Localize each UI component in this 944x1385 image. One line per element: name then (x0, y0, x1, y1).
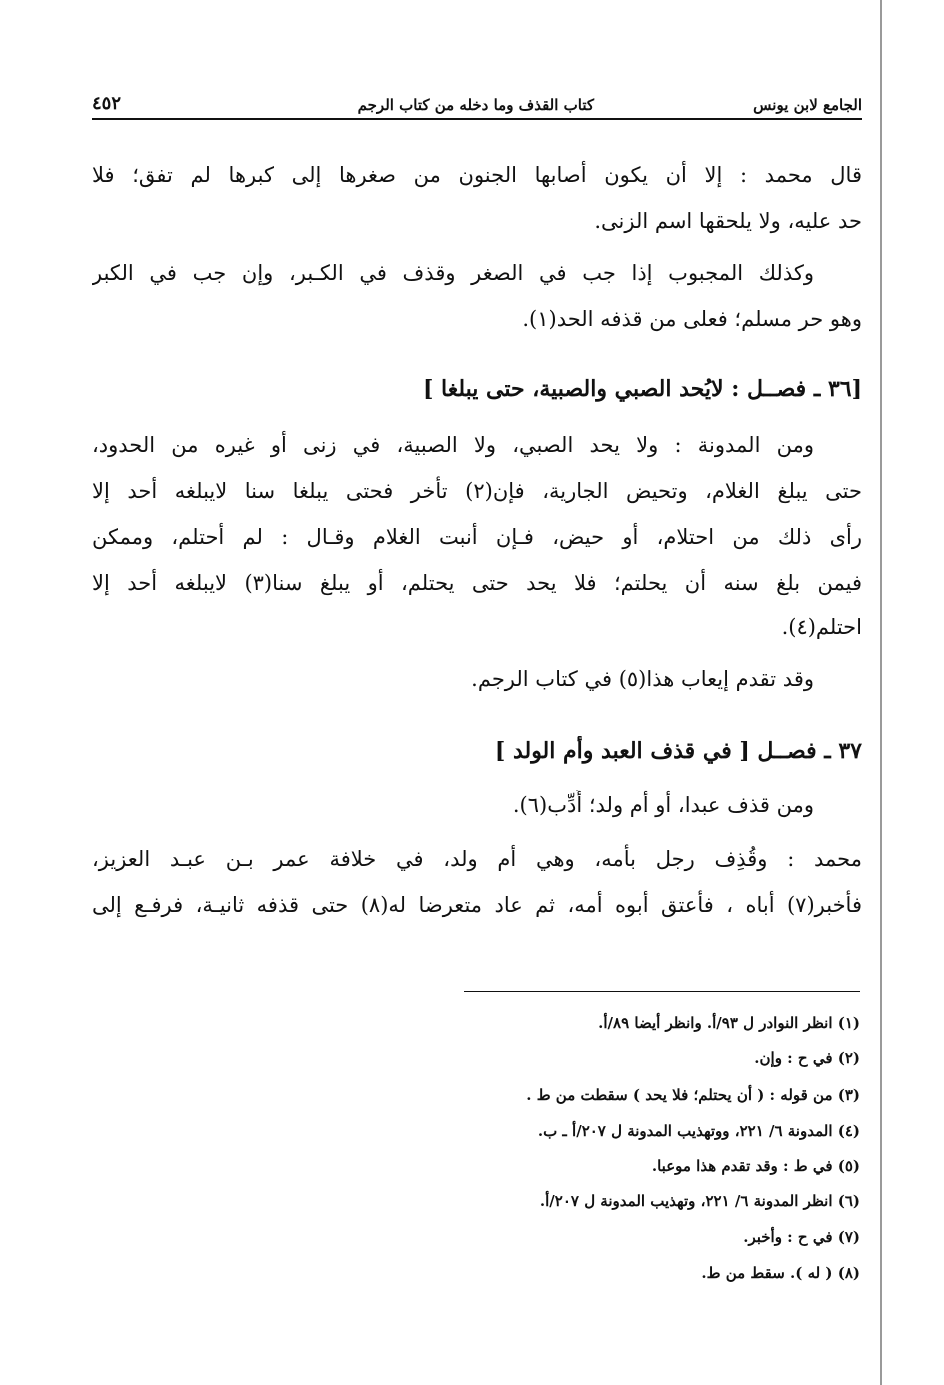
text-line: ومن المدونة : ولا يحد الصبي، ولا الصبية، في زنى أو غيره من الحدود، (92, 433, 814, 457)
header-book-title: الجامع لابن يونس (753, 96, 862, 114)
footnote-8: (٨) ( له ). سقط من ط. (701, 1264, 860, 1282)
text-line: وقد تقدم إيعاب هذا(٥) في كتاب الرجم. (471, 667, 814, 691)
text-line: قال محمد : إلا أن يكون أصابها الجنون من صغرها إلى كبرها لم تفق؛ فلا (92, 163, 862, 187)
page-number: ٤٥٢ (92, 93, 122, 114)
footnote-7: (٧) في ح : وأخبر. (743, 1228, 860, 1246)
text-line: وكذلك المجبوب إذا جب في الصغر وقذف في الكـبر، وإن جب في الكبر (92, 261, 814, 285)
footnote-5: (٥) في ط : وقد تقدم هذا موعبا. (651, 1157, 860, 1175)
footnote-6: (٦) انظر المدونة ٦/ ٢٢١، وتهذيب المدونة ل ٢٠٧/أ. (539, 1192, 860, 1210)
footnote-1: (١) انظر النوادر ل ٩٣/أ. وانظر أيضا ٨٩/أ. (598, 1014, 860, 1032)
footnote-3: (٣) من قوله : ( أن يحتلم؛ فلا يحد ) سقطت من ط . (526, 1086, 860, 1104)
footnote-separator (464, 991, 860, 992)
text-line: حتى يبلغ الغلام، وتحيض الجارية، فإن(٢) تأخر فحتى يبلغا سنا لايبلغه أحد إلا (92, 479, 862, 503)
text-line: ومن قذف عبدا، أو أم ولد؛ أُدِّب(٦). (512, 793, 814, 817)
text-line: محمد : وقُذِف رجل بأمه، وهي أم ولد، في خلافة عمر بـن عبـد العزيز، (92, 847, 862, 871)
text-line: رأى ذلك من احتلام، أو حيض، فـإن أنبت الغلام وقـال : لم أحتلم، وممكن (92, 525, 862, 549)
text-line: احتلم(٤). (781, 615, 862, 639)
text-line: وهو حر مسلم؛ فعلى من قذفه الحد(١). (522, 307, 862, 331)
text-line: حد عليه، ولا يلحقها اسم الزنى. (594, 209, 862, 233)
footnote-2: (٢) في ح : وإن. (754, 1049, 860, 1067)
footnote-4: (٤) المدونة ٦/ ٢٢١، ووتهذيب المدونة ل ٢٠٧/أ ـ ب. (537, 1122, 860, 1140)
text-line: فيمن بلغ سنه أن يحلتم؛ فلا يحد حتى يحتلم، أو يبلغ سنا(٣) لايبلغه أحد إلا (92, 571, 862, 595)
section-heading-37: ٣٧ ـ فصــل [ في قذف العبد وأم الولد ] (494, 738, 862, 764)
header-chapter-title: كتاب القذف وما دخله من كتاب الرجم (357, 96, 594, 114)
text-line: فأخبر(٧) أباه ، فأعتق أبوه أمه، ثم عاد متعرضا له(٨) حتى قذفه ثانيـة، فرفـع إلى (92, 893, 862, 917)
book-page (92, 88, 862, 917)
running-header (92, 88, 862, 120)
page-spine-line (880, 0, 882, 1385)
section-heading-36: [٣٦ ـ فصــل : لايُحد الصبي والصبية، حتى يبلغا ] (422, 376, 862, 402)
